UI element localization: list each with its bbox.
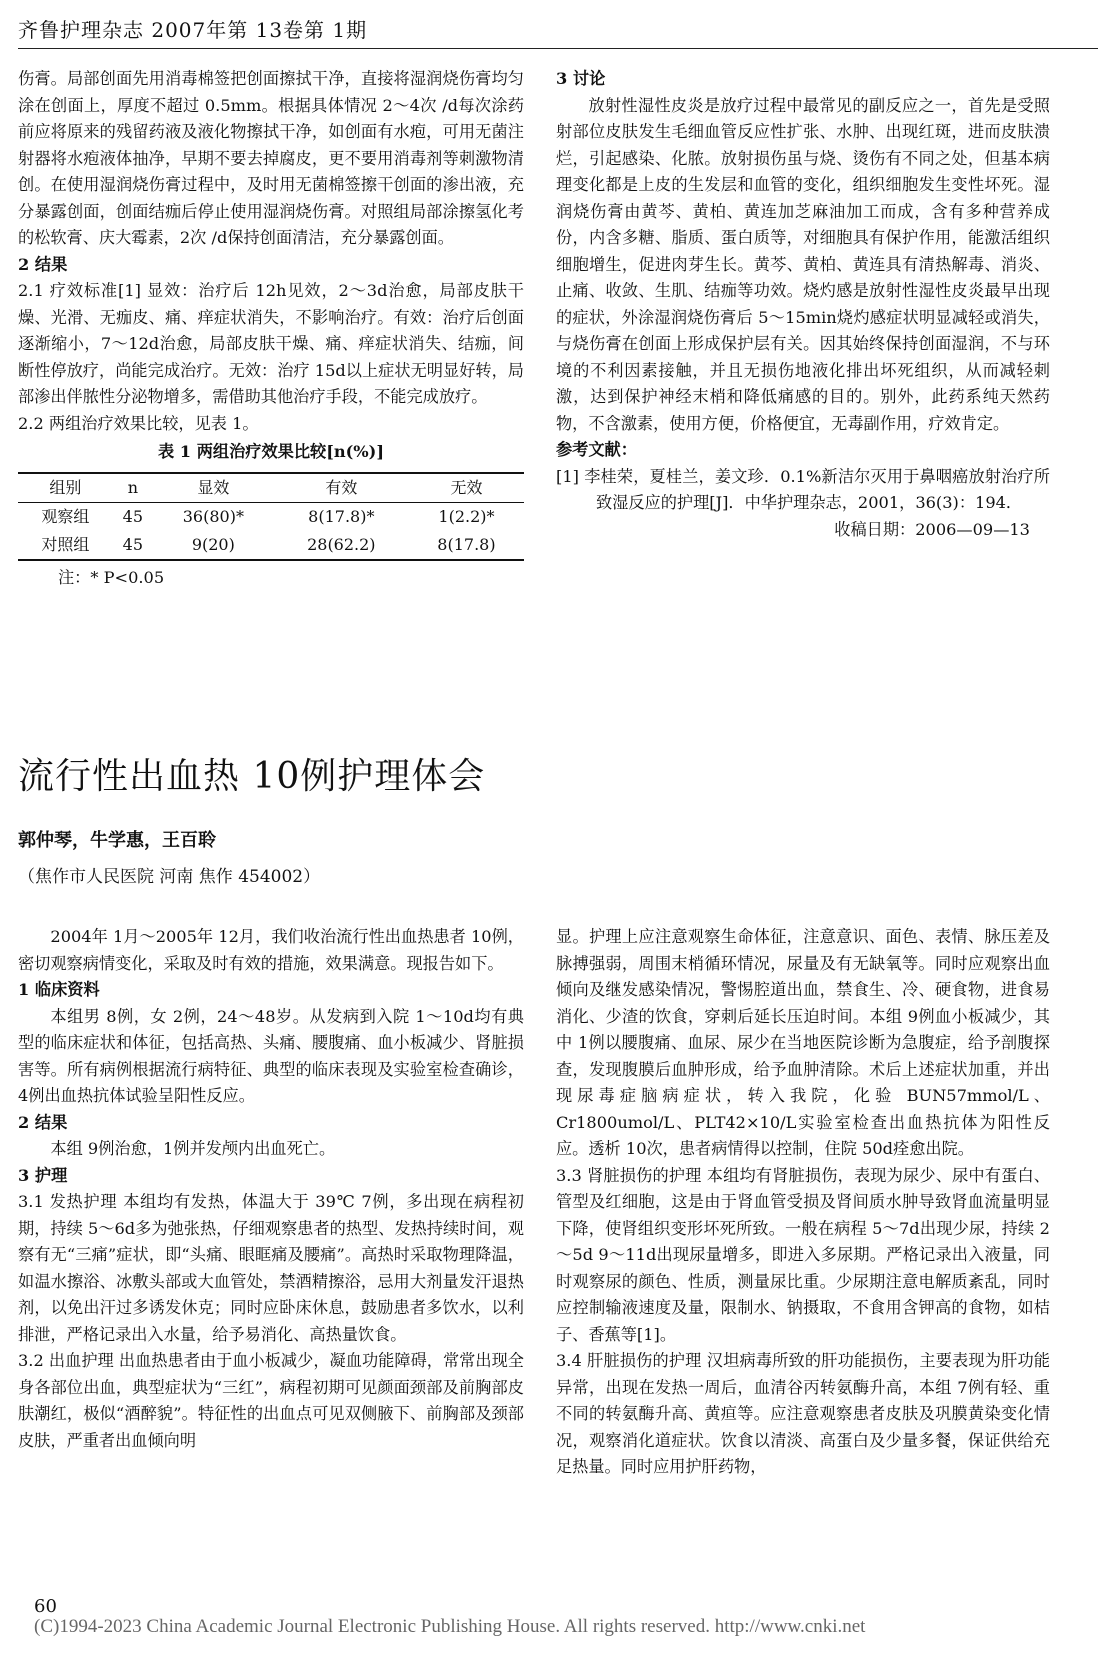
table-row [18, 531, 524, 560]
table-cell: 45 [122, 506, 144, 526]
paragraph: 本组男 8例，女 2例，24～48岁。从发病到入院 1～10d均有典型的临床症状和体征，包括高热、头痛、腰腹痛、血小板减少、肾脏损害等。所有病例根据流行病特征、典型的临床表现及实验室检查确诊，4例出血热抗体试验呈阳性反应。 [18, 1006, 524, 1105]
table-header-cell: 显效 [197, 477, 230, 497]
article-authors: 郭仲琴，牛学惠，王百聆 [18, 830, 216, 851]
section-heading: 2 结果 [18, 254, 68, 274]
article-title: 流行性出血热 10例护理体会 [18, 756, 486, 797]
table-cell: 9(20) [191, 534, 235, 554]
table-title: 表 1 两组治疗效果比较[n(%)] [157, 442, 384, 461]
copyright-footer: (C)1994-2023 China Academic Journal Electronic Publishing House. All rights reserved. http://www.cnki.net [34, 1616, 866, 1637]
paragraph: 2004年 1月～2005年 12月，我们收治流行性出血热患者 10例，密切观察病情变化，采取及时有效的措施，效果满意。现报告如下。 [18, 927, 524, 973]
received-date: 收稿日期：2006—09—13 [834, 519, 1030, 539]
journal-header-text: 齐鲁护理杂志 2007年第 13卷第 1期 [18, 18, 368, 42]
table-row [18, 502, 524, 531]
table-cell: 观察组 [41, 506, 90, 526]
table-header-cell: 组别 [49, 477, 82, 497]
paragraph: 3.4 肝脏损伤的护理 汉坦病毒所致的肝功能损伤，主要表现为肝功能异常，出现在发热一周后，血清谷丙转氨酶升高，本组 7例有轻、重不同的转氨酶升高、黄疸等。应注意观察患者皮肤及巩膜黄染变化情况，观察消化道症状。饮食以清淡、高蛋白及少量多餐，保证供给充足热量。同时应用护肝药物， [556, 1351, 1050, 1476]
article-affiliation: （焦作市人民医院 河南 焦作 454002） [18, 867, 321, 887]
paragraph: 显。护理上应注意观察生命体征，注意意识、面色、表情、脉压差及脉搏强弱，周围末梢循环情况，尿量及有无缺氧等。同时应观察出血倾向及继发感染情况，警惕腔道出血，禁食生、冷、硬食物，进食易消化、少渣的饮食，穿刺后延长压迫时间。本组 9例血小板减少，其中 1例以腰腹痛、血尿、尿少在当地医院诊断为急腹症，给予剖腹探查，发现腹膜后血肿形成，给予血肿清除。术后上述症状加重，并出现尿毒症脑病症状，转入我院，化验 BUN57mmol/L、Cr1800umol/L、PLT42×10/L实验室检查出血热抗体为阳性反应。透析 10次，患者病情得以控制，住院 50d痊愈出院。 [556, 927, 1050, 1158]
paragraph: 2.1 疗效标准[1] 显效：治疗后 12h见效，2～3d治愈，局部皮肤干燥、光滑、无痂皮、痛、痒症状消失，不影响治疗。有效：治疗后创面逐渐缩小，7～12d治愈，局部皮肤干燥、痛、痒症状消失、结痂，间断性停放疗，尚能完成治疗。无效：治疗 15d以上症状无明显好转，局部渗出伴脓性分泌物增多，需借助其他治疗手段，不能完成放疗。 [18, 281, 524, 406]
reference-item: [1] 李桂荣，夏桂兰，姜文珍．0.1%新洁尔灭用于鼻咽癌放射治疗所致湿反应的护理[J]．中华护理杂志，2001，36(3)：194． [556, 466, 1050, 512]
section-heading: 3 讨论 [556, 69, 606, 88]
paragraph: 放射性湿性皮炎是放疗过程中最常见的副反应之一，首先是受照射部位皮肤发生毛细血管反应性扩张、水肿、出现红斑，进而皮肤溃烂，引起感染、化脓。放射损伤虽与烧、烫伤有不同之处，但基本病理变化都是上皮的生发层和血管的变化，组织细胞发生变性坏死。湿润烧伤膏由黄芩、黄柏、黄连加芝麻油加工而成，含有多种营养成份，内含多糖、脂质、蛋白质等，对细胞具有保护作用，能激活组织细胞增生，促进肉芽生长。黄芩、黄柏、黄连具有清热解毒、消炎、止痛、收敛、生肌、结痂等功效。烧灼感是放射性湿性皮炎最早出现的症状，外涂湿润烧伤膏后 5～15min烧灼感症状明显减轻或消失，与烧伤膏在创面上形成保护层有关。因其始终保持创面湿润，不与环境的不利因素接触，并且无损伤地液化排出坏死组织，从而减轻刺激，达到保护神经末梢和降低痛感的目的。别外，此药系纯天然药物，不含激素，使用方便，价格便宜，无毒副作用，疗效肯定。 [556, 95, 1050, 433]
section-heading: 1 临床资料 [18, 980, 100, 999]
paragraph: 3.1 发热护理 本组均有发热，体温大于 39℃ 7例，多出现在病程初期，持续 5～6d多为弛张热，仔细观察患者的热型、发热持续时间，观察有无“三痛”症状，即“头痛、眼眶痛及腰痛”。高热时采取物理降温，如温水擦浴、冰敷头部或大血管处，禁酒精擦浴，忌用大剂量发汗退热剂，以免出汗过多诱发休克；同时应卧床休息，鼓励患者多饮水，以利排泄，严格记录出入水量，给予易消化、高热量饮食。 [18, 1192, 524, 1344]
table-header-cell: 有效 [325, 477, 358, 497]
article1-right-column [556, 66, 1050, 543]
table-cell: 对照组 [41, 534, 90, 554]
table-cell: 36(80)* [182, 506, 244, 526]
table-cell: 28(62.2) [307, 534, 376, 554]
page-number: 60 [34, 1596, 57, 1617]
paragraph: 本组 9例治愈，1例并发颅内出血死亡。 [50, 1139, 336, 1158]
table-header-cell: 无效 [450, 477, 483, 497]
article2-left-column [18, 924, 524, 1454]
table-cell: 8(17.8) [437, 534, 496, 554]
table-header-row [18, 473, 524, 503]
paragraph: 3.3 肾脏损伤的护理 本组均有肾脏损伤，表现为尿少、尿中有蛋白、管型及红细胞，这是由于肾血管受损及肾间质水肿导致肾血流量明显下降，使肾组织变形坏死所致。一般在病程 5～7d出现少尿，持续 2～5d 9～11d出现尿量增多，即进入多尿期。严格记录出入液量，同时观察尿的颜色、性质，测量尿比重。少尿期注意电解质紊乱，同时应控制输液速度及量，限制水、钠摄取，不食用含钾高的食物，如桔子、香蕉等[1]。 [556, 1165, 1050, 1344]
paragraph: 3.2 出血护理 出血热患者由于血小板减少，凝血功能障碍，常常出现全身各部位出血，典型症状为“三红”，病程初期可见颜面颈部及前胸部皮肤潮红，极似“酒醉貌”。特征性的出血点可见双侧腋下、前胸部及颈部皮肤，严重者出血倾向明 [18, 1351, 524, 1450]
table-cell: 1(2.2)* [438, 506, 495, 526]
paragraph: 伤膏。局部创面先用消毒棉签把创面擦拭干净，直接将湿润烧伤膏均匀涂在创面上，厚度不超过 0.5mm。根据具体情况 2～4次 /d每次涂药前应将原来的残留药液及液化物擦拭干净，如创面有水疱，可用无菌注射器将水疱液体抽净，早期不要去掉腐皮，更不要用消毒剂等刺激物清创。在使用湿润烧伤膏过程中，及时用无菌棉签擦干创面的渗出液，充分暴露创面，创面结痂后停止使用湿润烧伤膏。对照组局部涂擦氢化考的松软膏、庆大霉素，2次 /d保持创面清洁，充分暴露创面。 [18, 69, 524, 247]
table-note: 注：* P<0.05 [58, 567, 165, 587]
article2-right-column [556, 924, 1050, 1481]
table-cell: 8(17.8)* [308, 506, 375, 526]
section-heading: 2 结果 [18, 1112, 68, 1132]
journal-header [18, 14, 1098, 49]
table-cell: 45 [122, 534, 144, 554]
references-heading: 参考文献： [556, 440, 637, 459]
results-table [18, 472, 524, 561]
table-header-cell: n [127, 477, 139, 497]
article1-left-column [18, 66, 524, 591]
paragraph: 2.2 两组治疗效果比较，见表 1。 [18, 413, 259, 433]
section-heading: 3 护理 [18, 1165, 68, 1185]
